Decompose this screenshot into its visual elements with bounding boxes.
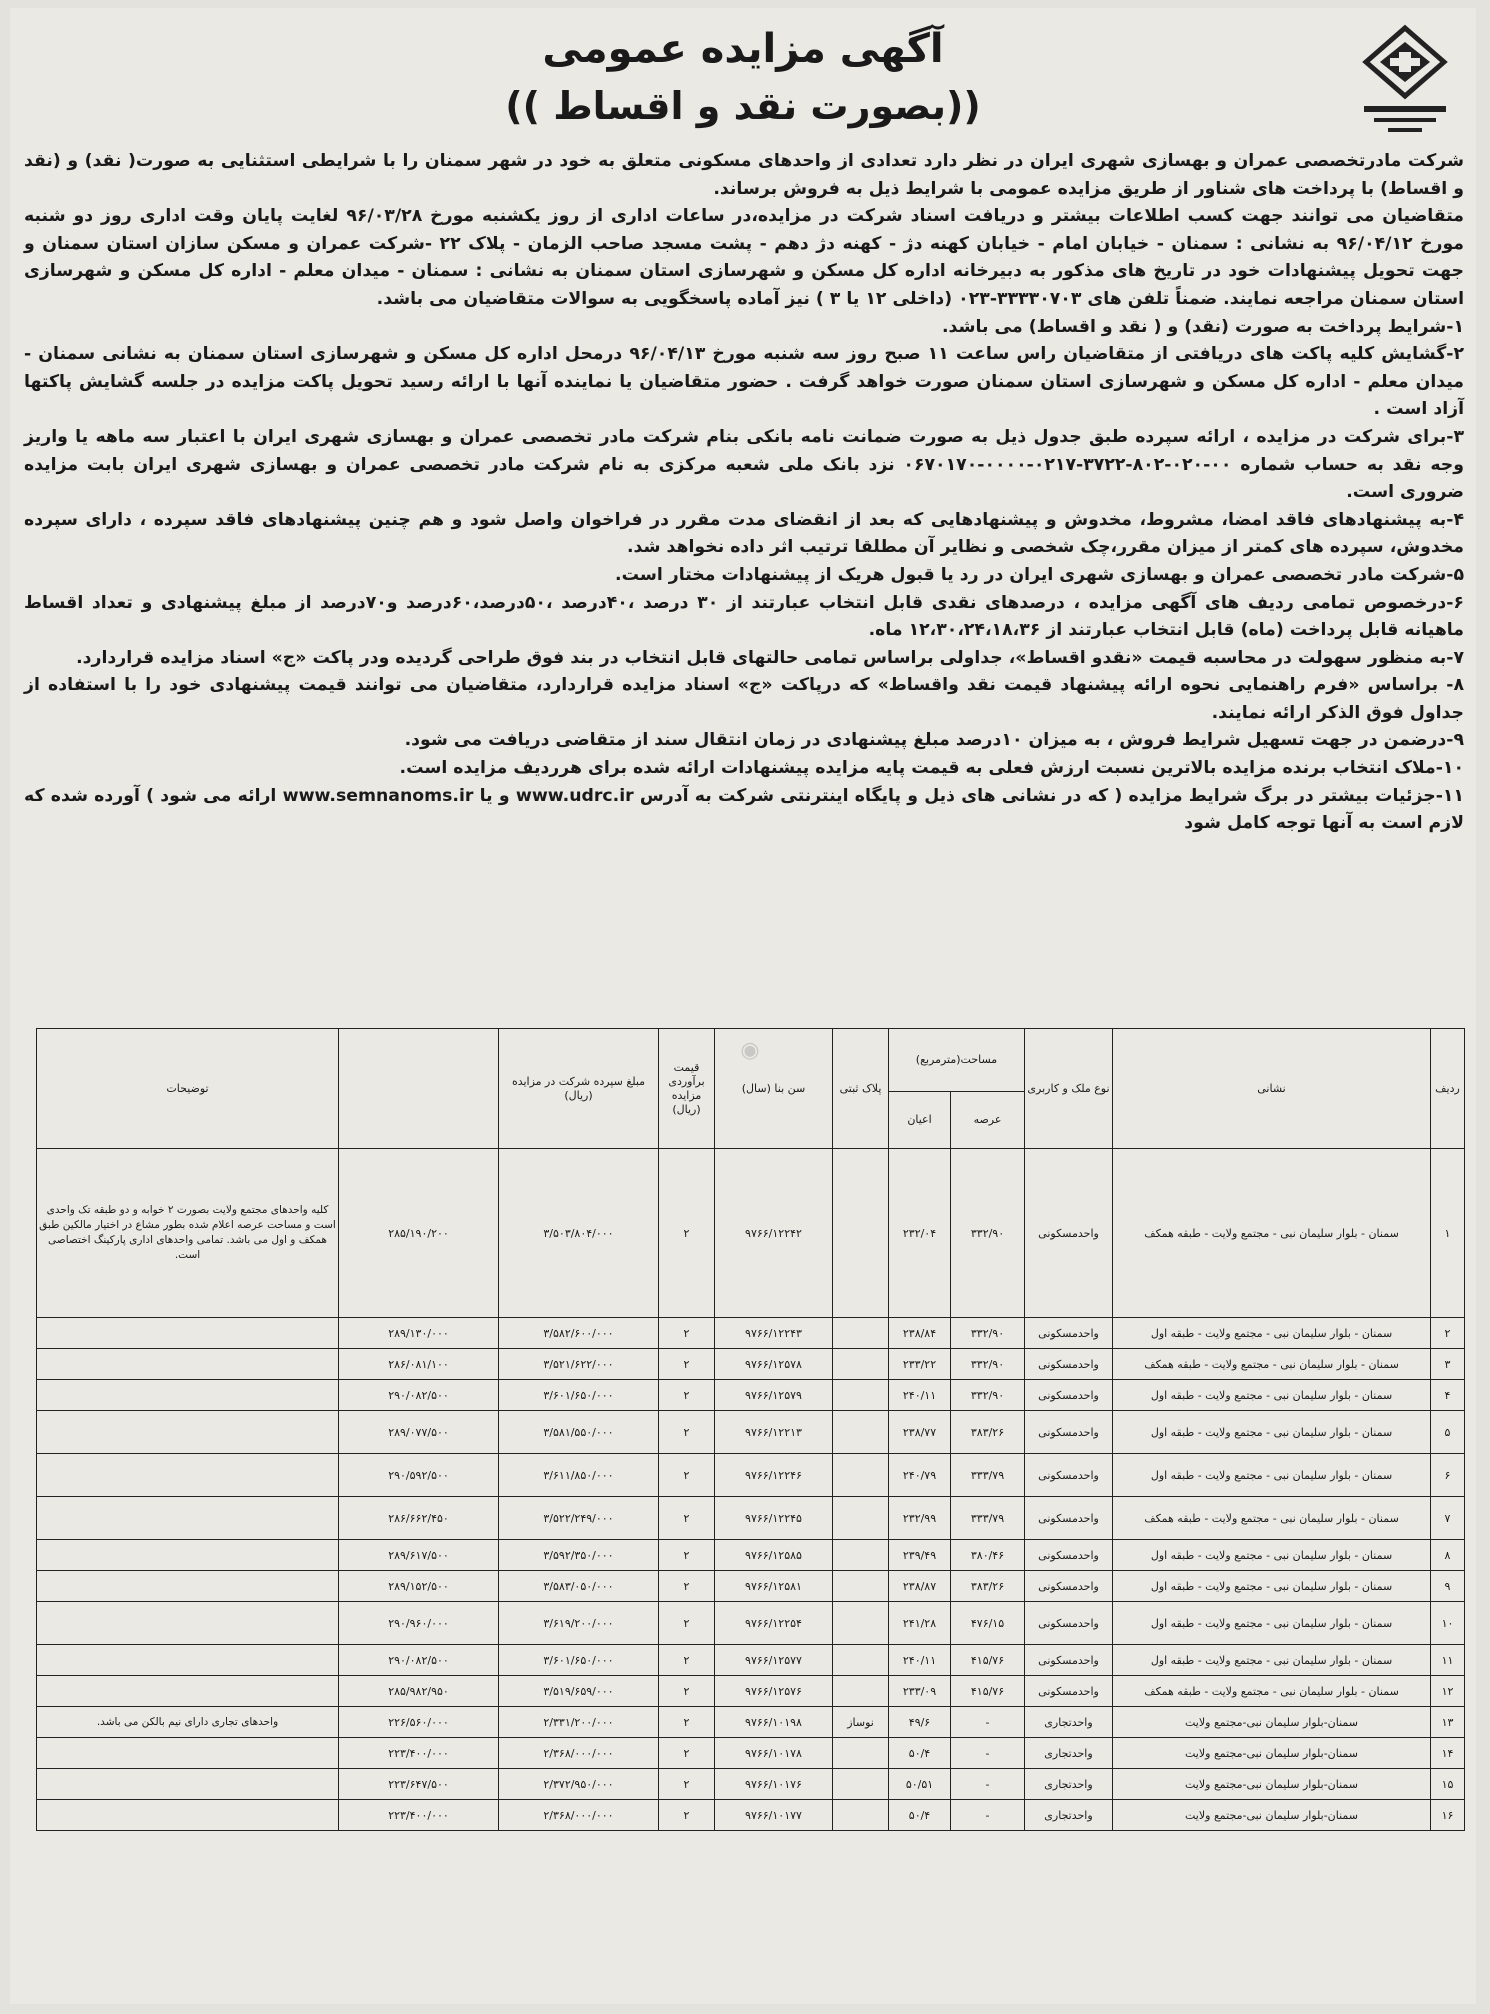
cell-age: ۹۷۶۶/۱۲۵۸۱ — [715, 1571, 833, 1602]
cell-type: واحدمسکونی — [1025, 1676, 1113, 1707]
cell-type: واحدمسکونی — [1025, 1571, 1113, 1602]
cell-address: سمنان - بلوار سلیمان نبی - مجتمع ولایت - طبقه همکف — [1113, 1676, 1431, 1707]
cell-age: ۹۷۶۶/۱۲۵۷۷ — [715, 1645, 833, 1676]
cell-age: ۹۷۶۶/۱۲۲۵۴ — [715, 1602, 833, 1645]
cell-estimated-price: ۲ — [659, 1602, 715, 1645]
ad-title: آگهی مزایده عمومی — [542, 26, 944, 72]
cell-area-building: ۲۴۰/۷۹ — [889, 1454, 951, 1497]
header-plaque: پلاک ثبتی — [833, 1029, 889, 1149]
table-row — [37, 1318, 1465, 1349]
cell-notes — [37, 1497, 339, 1540]
cell-plaque — [833, 1318, 889, 1349]
cell-area-land: - — [951, 1800, 1025, 1831]
cell-age: ۹۷۶۶/۱۰۱۷۷ — [715, 1800, 833, 1831]
cell-estimated-price: ۲ — [659, 1540, 715, 1571]
cell-deposit: ۲/۳۶۸/۰۰۰/۰۰۰ — [499, 1738, 659, 1769]
cell-price: ۲۹۰/۰۸۲/۵۰۰ — [339, 1380, 499, 1411]
cell-price: ۲۲۳/۴۰۰/۰۰۰ — [339, 1800, 499, 1831]
cell-row-number: ۱۴ — [1431, 1738, 1465, 1769]
table-row — [37, 1571, 1465, 1602]
cell-deposit: ۳/۶۱۹/۲۰۰/۰۰۰ — [499, 1602, 659, 1645]
cell-address: سمنان - بلوار سلیمان نبی - مجتمع ولایت - طبقه اول — [1113, 1454, 1431, 1497]
table-row — [37, 1602, 1465, 1645]
cell-age: ۹۷۶۶/۱۲۲۴۵ — [715, 1497, 833, 1540]
cell-deposit: ۳/۵۱۹/۶۵۹/۰۰۰ — [499, 1676, 659, 1707]
cell-address: سمنان - بلوار سلیمان نبی - مجتمع ولایت - طبقه همکف — [1113, 1497, 1431, 1540]
cell-price: ۲۹۰/۵۹۲/۵۰۰ — [339, 1454, 499, 1497]
cell-type: واحدتجاری — [1025, 1707, 1113, 1738]
cell-plaque — [833, 1411, 889, 1454]
cell-type: واحدمسکونی — [1025, 1149, 1113, 1318]
cell-notes — [37, 1454, 339, 1497]
table-row — [37, 1738, 1465, 1769]
table-row — [37, 1349, 1465, 1380]
cell-plaque — [833, 1380, 889, 1411]
cell-row-number: ۱۱ — [1431, 1645, 1465, 1676]
cell-estimated-price: ۲ — [659, 1676, 715, 1707]
properties-table-wrapper — [36, 1028, 1464, 1912]
cell-estimated-price: ۲ — [659, 1497, 715, 1540]
header-area: مساحت(مترمربع) — [889, 1029, 1025, 1092]
newspaper-page — [10, 8, 1476, 2004]
cell-notes — [37, 1411, 339, 1454]
cell-area-building: ۵۰/۴ — [889, 1800, 951, 1831]
cell-estimated-price: ۲ — [659, 1411, 715, 1454]
table-row — [37, 1454, 1465, 1497]
cell-area-land: ۳۸۳/۲۶ — [951, 1411, 1025, 1454]
cell-notes — [37, 1738, 339, 1769]
cell-address: سمنان - بلوار سلیمان نبی - مجتمع ولایت - طبقه اول — [1113, 1540, 1431, 1571]
header-notes: توضیحات — [37, 1029, 339, 1149]
cell-deposit: ۲/۳۷۲/۹۵۰/۰۰۰ — [499, 1769, 659, 1800]
cell-price: ۲۸۶/۰۸۱/۱۰۰ — [339, 1349, 499, 1380]
cell-plaque — [833, 1800, 889, 1831]
cell-area-land: ۳۳۲/۹۰ — [951, 1318, 1025, 1349]
cell-estimated-price: ۲ — [659, 1769, 715, 1800]
cell-age: ۹۷۶۶/۱۲۵۷۹ — [715, 1380, 833, 1411]
table-row — [37, 1380, 1465, 1411]
table-row — [37, 1800, 1465, 1831]
cell-notes: واحدهای تجاری دارای نیم بالکن می باشد. — [37, 1707, 339, 1738]
cell-row-number: ۲ — [1431, 1318, 1465, 1349]
cell-area-building: ۲۴۱/۲۸ — [889, 1602, 951, 1645]
cell-area-building: ۲۳۸/۸۷ — [889, 1571, 951, 1602]
cell-price: ۲۸۵/۹۸۲/۹۵۰ — [339, 1676, 499, 1707]
cell-estimated-price: ۲ — [659, 1738, 715, 1769]
cell-area-building: ۲۳۳/۰۹ — [889, 1676, 951, 1707]
cell-age: ۹۷۶۶/۱۰۱۹۸ — [715, 1707, 833, 1738]
cell-row-number: ۷ — [1431, 1497, 1465, 1540]
condition-8: ۸- براساس «فرم راهنمایی نحوه ارائه پیشنهاد قیمت نقد واقساط» که درپاکت «ج» اسناد مزایده قراردارد، متقاضیان می توانند قیمت پیشنهادی خود را با استفاده از جداول فوق الذکر ارائه نمایند. — [24, 675, 1464, 723]
cell-type: واحدمسکونی — [1025, 1318, 1113, 1349]
cell-address: سمنان - بلوار سلیمان نبی - مجتمع ولایت - طبقه اول — [1113, 1602, 1431, 1645]
cell-estimated-price: ۲ — [659, 1707, 715, 1738]
cell-age: ۹۷۶۶/۱۲۵۸۵ — [715, 1540, 833, 1571]
condition-2: ۲-گشایش کلیه پاکت های دریافتی از متقاضیان راس ساعت ۱۱ صبح روز سه شنبه مورخ ۹۶/۰۴/۱۳ درمحل اداره کل مسکن و شهرسازی استان سمنان به نشانی سمنان - میدان معلم - اداره کل مسکن و شهرسازی استان سمنان صورت خواهد گرفت . حضور متقاضیان یا نماینده آنها با ارائه رسید تحویل پاکت مزایده در جلسه گشایش پاکتها آزاد است . — [24, 344, 1464, 420]
condition-1: ۱-شرایط پرداخت به صورت (نقد) و ( نقد و اقساط) می باشد. — [941, 316, 1464, 337]
header-estimated-price: قیمت برآوردی مزایده (ریال) — [659, 1029, 715, 1149]
cell-type: واحدمسکونی — [1025, 1497, 1113, 1540]
cell-notes — [37, 1676, 339, 1707]
header-area-land: عرصه — [951, 1092, 1025, 1149]
cell-estimated-price: ۲ — [659, 1349, 715, 1380]
table-row — [37, 1497, 1465, 1540]
table-body — [37, 1149, 1465, 1831]
cell-notes — [37, 1602, 339, 1645]
cell-row-number: ۱۰ — [1431, 1602, 1465, 1645]
cell-row-number: ۱۵ — [1431, 1769, 1465, 1800]
cell-deposit: ۲/۳۶۸/۰۰۰/۰۰۰ — [499, 1800, 659, 1831]
cell-type: واحدمسکونی — [1025, 1411, 1113, 1454]
cell-area-land: ۳۸۳/۲۶ — [951, 1571, 1025, 1602]
cell-address: سمنان - بلوار سلیمان نبی - مجتمع ولایت - طبقه اول — [1113, 1318, 1431, 1349]
cell-plaque — [833, 1602, 889, 1645]
cell-deposit: ۳/۶۰۱/۶۵۰/۰۰۰ — [499, 1380, 659, 1411]
cell-notes — [37, 1318, 339, 1349]
condition-3: ۳-برای شرکت در مزایده ، ارائه سپرده طبق جدول ذیل به صورت ضمانت نامه بانکی بنام شرکت مادر تخصصی عمران و بهسازی شهری ایران با اعتبار سه ماهه یا واریز وجه نقد به حساب شماره ۰۰-۰۲۰-۸۰۲-۳۷۲۲-۰۲۱۷-۰۰۰۰-۰۶۷۰۱۷۰ نزد بانک ملی شعبه مرکزی به نام شرکت مادر تخصصی عمران و بهسازی شهری ایران بابت مزایده ضروری است. — [24, 426, 1465, 503]
cell-plaque: نوساز — [833, 1707, 889, 1738]
cell-type: واحدتجاری — [1025, 1800, 1113, 1831]
cell-estimated-price: ۲ — [659, 1149, 715, 1318]
condition-7: ۷-به منظور سهولت در محاسبه قیمت «نقدو اقساط»، جداولی براساس تمامی حالتهای قابل انتخاب در بند فوق طراحی گردیده ودر پاکت «ج» اسناد مزایده قراردارد. — [76, 647, 1464, 668]
cell-type: واحدمسکونی — [1025, 1380, 1113, 1411]
cell-address: سمنان - بلوار سلیمان نبی - مجتمع ولایت - طبقه همکف — [1113, 1349, 1431, 1380]
cell-type: واحدمسکونی — [1025, 1349, 1113, 1380]
cell-estimated-price: ۲ — [659, 1454, 715, 1497]
cell-notes — [37, 1540, 339, 1571]
table-row — [37, 1540, 1465, 1571]
cell-row-number: ۴ — [1431, 1380, 1465, 1411]
cell-area-building: ۲۳۳/۲۲ — [889, 1349, 951, 1380]
table-row — [37, 1645, 1465, 1676]
cell-deposit: ۳/۶۱۱/۸۵۰/۰۰۰ — [499, 1454, 659, 1497]
cell-deposit: ۲/۳۳۱/۲۰۰/۰۰۰ — [499, 1707, 659, 1738]
cell-notes — [37, 1645, 339, 1676]
cell-area-land: - — [951, 1769, 1025, 1800]
cell-age: ۹۷۶۶/۱۰۱۷۸ — [715, 1738, 833, 1769]
cell-row-number: ۱۶ — [1431, 1800, 1465, 1831]
cell-notes: کلیه واحدهای مجتمع ولایت بصورت ۲ خوابه و دو طبقه تک واحدی است و مساحت عرصه اعلام شده بطور مشاع در اختیار مالکین طبق همکف و اول می باشد. تمامی واحدهای اداری پارکینگ اختصاصی است. — [37, 1149, 339, 1318]
cell-area-land: ۴۱۵/۷۶ — [951, 1676, 1025, 1707]
cell-address: سمنان - بلوار سلیمان نبی - مجتمع ولایت - طبقه اول — [1113, 1380, 1431, 1411]
cell-notes — [37, 1380, 339, 1411]
header-row-number: ردیف — [1431, 1029, 1465, 1149]
cell-price: ۲۸۵/۱۹۰/۲۰۰ — [339, 1149, 499, 1318]
cell-deposit: ۳/۵۲۲/۲۴۹/۰۰۰ — [499, 1497, 659, 1540]
intro-paragraph: شرکت مادرتخصصی عمران و بهسازی شهری ایران در نظر دارد تعدادی از واحدهای مسکونی متعلق به خود در شهر سمنان را با شرایطی استثنایی به صورت( نقد) و (نقد و اقساط) با پرداخت های شناور از طریق مزایده عمومی با شرایط ذیل به فروش برساند. — [24, 151, 1464, 199]
contact-paragraph: متقاضیان می توانند جهت کسب اطلاعات بیشتر و دریافت اسناد شرکت در مزایده،در ساعات اداری از روز یکشنبه مورخ ۹۶/۰۳/۲۸ لغایت پایان وقت اداری روز دو شنبه مورخ ۹۶/۰۴/۱۲ به نشانی : سمنان - خیابان امام - خیابان کهنه دژ - کهنه دژ دهم - پشت مسجد صاحب الزمان - پلاک ۲۲ -شرکت عمران و مسکن سازان استان سمنان و جهت تحویل پیشنهادات خود در تاریخ های مذکور به دبیرخانه اداره کل مسکن و شهرسازی استان سمنان به نشانی : سمنان - میدان معلم - اداره کل مسکن و شهرسازی استان سمنان مراجعه نمایند. ضمناً تلفن های ۳۳۳۳۰۷۰۳-۰۲۳ (داخلی ۱۲ یا ۳ ) نیز آماده پاسخگویی به سوالات متقاضیان می باشد. — [24, 206, 1465, 309]
cell-age: ۹۷۶۶/۱۲۵۷۸ — [715, 1349, 833, 1380]
cell-estimated-price: ۲ — [659, 1318, 715, 1349]
cell-price: ۲۹۰/۹۶۰/۰۰۰ — [339, 1602, 499, 1645]
condition-5: ۵-شرکت مادر تخصصی عمران و بهسازی شهری ایران در رد یا قبول هریک از پیشنهادات مختار است. — [615, 564, 1464, 585]
cell-notes — [37, 1800, 339, 1831]
cell-area-land: ۴۷۶/۱۵ — [951, 1602, 1025, 1645]
cell-deposit: ۳/۵۲۱/۶۲۲/۰۰۰ — [499, 1349, 659, 1380]
cell-area-land: ۳۳۲/۹۰ — [951, 1349, 1025, 1380]
cell-area-building: ۵۰/۵۱ — [889, 1769, 951, 1800]
cell-age: ۹۷۶۶/۱۲۲۴۲ — [715, 1149, 833, 1318]
cell-plaque — [833, 1454, 889, 1497]
ad-subtitle: ((بصورت نقد و اقساط )) — [505, 84, 981, 128]
cell-deposit: ۳/۵۸۱/۵۵۰/۰۰۰ — [499, 1411, 659, 1454]
cell-area-building: ۴۹/۶ — [889, 1707, 951, 1738]
cell-estimated-price: ۲ — [659, 1380, 715, 1411]
cell-deposit: ۳/۵۸۳/۰۵۰/۰۰۰ — [499, 1571, 659, 1602]
properties-table — [36, 1028, 1465, 1831]
header-deposit: مبلغ سپرده شرکت در مزایده (ریال) — [499, 1029, 659, 1149]
cell-notes — [37, 1349, 339, 1380]
table-row — [37, 1676, 1465, 1707]
cell-row-number: ۳ — [1431, 1349, 1465, 1380]
cell-price: ۲۸۹/۰۷۷/۵۰۰ — [339, 1411, 499, 1454]
cell-area-building: ۲۴۰/۱۱ — [889, 1645, 951, 1676]
cell-row-number: ۵ — [1431, 1411, 1465, 1454]
cell-address: سمنان - بلوار سلیمان نبی - مجتمع ولایت - طبقه اول — [1113, 1411, 1431, 1454]
ad-body — [24, 148, 1464, 838]
cell-type: واحدمسکونی — [1025, 1540, 1113, 1571]
cell-area-land: ۳۳۲/۹۰ — [951, 1380, 1025, 1411]
header-age: سن بنا (سال) — [715, 1029, 833, 1149]
cell-area-building: ۲۳۲/۰۴ — [889, 1149, 951, 1318]
cell-plaque — [833, 1769, 889, 1800]
cell-address: سمنان-بلوار سلیمان نبی-مجتمع ولایت — [1113, 1800, 1431, 1831]
header-address: نشانی — [1113, 1029, 1431, 1149]
watermark-logo-icon: ◉ — [740, 1038, 760, 1063]
cell-plaque — [833, 1540, 889, 1571]
cell-address: سمنان-بلوار سلیمان نبی-مجتمع ولایت — [1113, 1738, 1431, 1769]
cell-type: واحدتجاری — [1025, 1738, 1113, 1769]
header-area-building: اعیان — [889, 1092, 951, 1149]
cell-row-number: ۶ — [1431, 1454, 1465, 1497]
cell-area-land: ۳۳۲/۹۰ — [951, 1149, 1025, 1318]
cell-area-building: ۵۰/۴ — [889, 1738, 951, 1769]
cell-price: ۲۸۹/۱۳۰/۰۰۰ — [339, 1318, 499, 1349]
cell-area-building: ۲۳۹/۴۹ — [889, 1540, 951, 1571]
cell-plaque — [833, 1497, 889, 1540]
header-type: نوع ملک و کاربری — [1025, 1029, 1113, 1149]
cell-price: ۲۸۹/۱۵۲/۵۰۰ — [339, 1571, 499, 1602]
table-row — [37, 1707, 1465, 1738]
condition-4: ۴-به پیشنهادهای فاقد امضا، مشروط، مخدوش و پیشنهادهایی که بعد از انقضای مدت مقرر در فراخوان واصل شود و هم چنین پیشنهادهای فاقد سپرده ، دارای سپرده مخدوش، سپرده های کمتر از میزان مقرر،چک شخصی و نظایر آن مطلقا ترتیب اثر داده نخواهد شد. — [24, 509, 1464, 558]
cell-row-number: ۹ — [1431, 1571, 1465, 1602]
cell-area-building: ۲۳۲/۹۹ — [889, 1497, 951, 1540]
cell-deposit: ۳/۵۹۲/۳۵۰/۰۰۰ — [499, 1540, 659, 1571]
header — [10, 8, 1476, 148]
table-row — [37, 1149, 1465, 1318]
cell-price: ۲۲۳/۴۰۰/۰۰۰ — [339, 1738, 499, 1769]
cell-address: سمنان - بلوار سلیمان نبی - مجتمع ولایت - طبقه همکف — [1113, 1149, 1431, 1318]
cell-row-number: ۱ — [1431, 1149, 1465, 1318]
cell-type: واحدتجاری — [1025, 1769, 1113, 1800]
cell-type: واحدمسکونی — [1025, 1602, 1113, 1645]
cell-type: واحدمسکونی — [1025, 1645, 1113, 1676]
table-row — [37, 1769, 1465, 1800]
cell-area-land: - — [951, 1738, 1025, 1769]
cell-estimated-price: ۲ — [659, 1645, 715, 1676]
cell-address: سمنان - بلوار سلیمان نبی - مجتمع ولایت - طبقه اول — [1113, 1645, 1431, 1676]
cell-type: واحدمسکونی — [1025, 1454, 1113, 1497]
cell-area-land: ۳۸۰/۴۶ — [951, 1540, 1025, 1571]
cell-deposit: ۳/۶۰۱/۶۵۰/۰۰۰ — [499, 1645, 659, 1676]
cell-plaque — [833, 1571, 889, 1602]
cell-address: سمنان-بلوار سلیمان نبی-مجتمع ولایت — [1113, 1707, 1431, 1738]
cell-plaque — [833, 1676, 889, 1707]
cell-row-number: ۸ — [1431, 1540, 1465, 1571]
cell-age: ۹۷۶۶/۱۲۲۴۳ — [715, 1318, 833, 1349]
cell-area-building: ۲۳۸/۷۷ — [889, 1411, 951, 1454]
condition-11: ۱۱-جزئیات بیشتر در برگ شرایط مزایده ( که در نشانی های ذیل و پایگاه اینترنتی شرکت به آدرس www.udrc.ir و یا www.semnanoms.ir ارائه می شود ) آورده شده که لازم است به آنها توجه کامل شود — [24, 785, 1464, 834]
cell-age: ۹۷۶۶/۱۲۵۷۶ — [715, 1676, 833, 1707]
cell-area-land: ۳۳۳/۷۹ — [951, 1454, 1025, 1497]
cell-age: ۹۷۶۶/۱۲۲۱۳ — [715, 1411, 833, 1454]
cell-row-number: ۱۳ — [1431, 1707, 1465, 1738]
cell-area-land: ۳۳۳/۷۹ — [951, 1497, 1025, 1540]
header-price — [339, 1029, 499, 1149]
cell-deposit: ۳/۵۸۲/۶۰۰/۰۰۰ — [499, 1318, 659, 1349]
cell-plaque — [833, 1738, 889, 1769]
cell-notes — [37, 1769, 339, 1800]
cell-plaque — [833, 1645, 889, 1676]
cell-area-building: ۲۳۸/۸۴ — [889, 1318, 951, 1349]
condition-9: ۹-درضمن در جهت تسهیل شرایط فروش ، به میزان ۱۰درصد مبلغ پیشنهادی در زمان انتقال سند از متقاضی دریافت می شود. — [404, 730, 1464, 751]
cell-area-land: ۴۱۵/۷۶ — [951, 1645, 1025, 1676]
cell-address: سمنان - بلوار سلیمان نبی - مجتمع ولایت - طبقه اول — [1113, 1571, 1431, 1602]
cell-area-building: ۲۴۰/۱۱ — [889, 1380, 951, 1411]
cell-plaque — [833, 1349, 889, 1380]
cell-price: ۲۹۰/۰۸۲/۵۰۰ — [339, 1645, 499, 1676]
cell-row-number: ۱۲ — [1431, 1676, 1465, 1707]
cell-estimated-price: ۲ — [659, 1571, 715, 1602]
condition-10: ۱۰-ملاک انتخاب برنده مزایده بالاترین نسبت ارزش فعلی به قیمت پایه مزایده پیشنهادات ارائه شده برای هرردیف مزایده است. — [399, 758, 1464, 779]
cell-deposit: ۳/۵۰۳/۸۰۴/۰۰۰ — [499, 1149, 659, 1318]
table-row — [37, 1411, 1465, 1454]
cell-price: ۲۲۳/۶۴۷/۵۰۰ — [339, 1769, 499, 1800]
cell-age: ۹۷۶۶/۱۲۲۴۶ — [715, 1454, 833, 1497]
cell-estimated-price: ۲ — [659, 1800, 715, 1831]
cell-plaque — [833, 1149, 889, 1318]
cell-area-land: - — [951, 1707, 1025, 1738]
cell-notes — [37, 1571, 339, 1602]
condition-6: ۶-درخصوص تمامی ردیف های آگهی مزایده ، درصدهای نقدی قابل انتخاب عبارتند از ۳۰ درصد ،۴۰درصد ،۵۰درصد،۶۰درصد و۷۰درصد از مبلغ پیشنهادی و تعداد اقساط ماهیانه قابل پرداخت (ماه) قابل انتخاب عبارتند از ۱۲،۳۰،۲۴،۱۸،۳۶ ماه. — [24, 592, 1464, 641]
cell-price: ۲۲۶/۵۶۰/۰۰۰ — [339, 1707, 499, 1738]
cell-price: ۲۸۶/۶۶۲/۴۵۰ — [339, 1497, 499, 1540]
cell-address: سمنان-بلوار سلیمان نبی-مجتمع ولایت — [1113, 1769, 1431, 1800]
cell-price: ۲۸۹/۶۱۷/۵۰۰ — [339, 1540, 499, 1571]
cell-age: ۹۷۶۶/۱۰۱۷۶ — [715, 1769, 833, 1800]
